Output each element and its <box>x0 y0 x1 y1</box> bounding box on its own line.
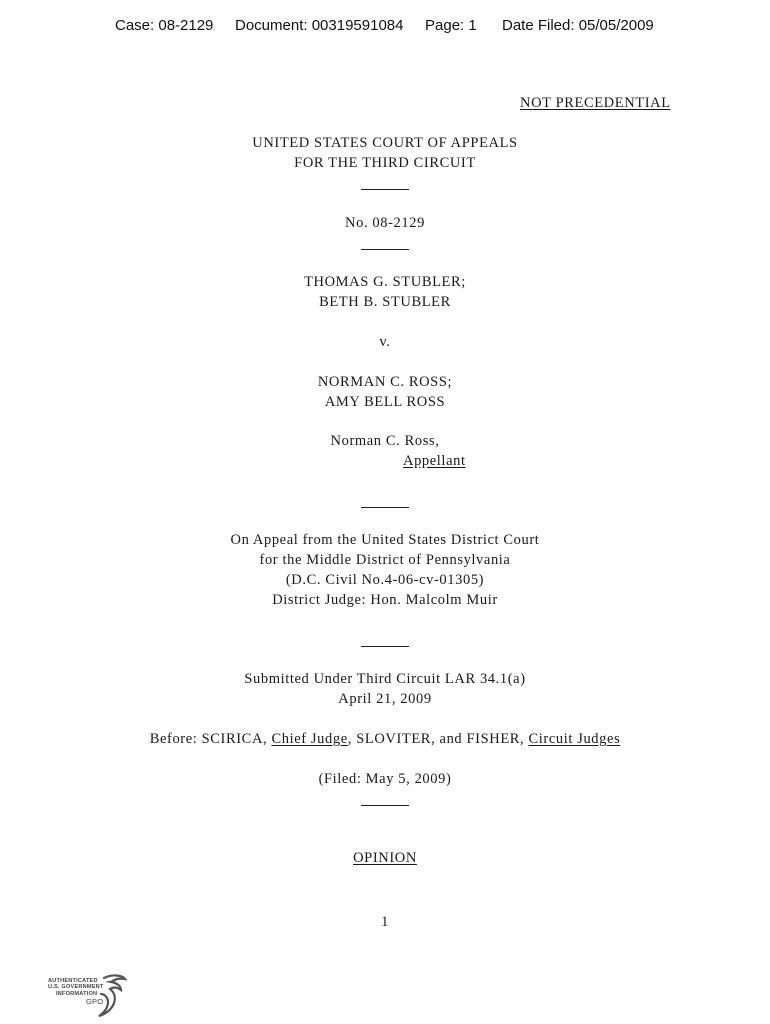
divider <box>361 249 409 250</box>
court-name-line1: UNITED STATES COURT OF APPEALS <box>252 135 518 151</box>
gpo-authentication-logo <box>44 972 130 1018</box>
appellant-label: Appellant <box>403 453 466 469</box>
filed-date: (Filed: May 5, 2009) <box>318 771 452 787</box>
versus: v. <box>379 334 391 350</box>
case-number: No. 08-2129 <box>345 215 425 231</box>
court-name-line2: FOR THE THIRD CIRCUIT <box>294 155 476 171</box>
submission-date: April 21, 2009 <box>338 691 432 707</box>
eagle-icon <box>44 972 130 1018</box>
chief-judge-title: Chief Judge <box>271 731 348 747</box>
opinion-heading <box>0 850 770 867</box>
circuit-judges-title: Circuit Judges <box>528 731 621 747</box>
panel-prefix: Before: SCIRICA, <box>149 731 272 747</box>
defendant-line: AMY BELL ROSS <box>324 394 446 410</box>
divider <box>361 189 409 190</box>
appeal-info-line: for the Middle District of Pennsylvania <box>259 552 511 568</box>
plaintiff-line: THOMAS G. STUBLER; <box>304 274 466 290</box>
appeal-info-line: District Judge: Hon. Malcolm Muir <box>272 592 498 608</box>
divider <box>361 507 409 508</box>
header-date-filed: Date Filed: 05/05/2009 <box>502 17 654 34</box>
header-case: Case: 08-2129 <box>115 17 214 34</box>
divider <box>361 646 409 647</box>
plaintiff-line: BETH B. STUBLER <box>319 294 451 310</box>
logo-text-line: GPO <box>86 997 104 1007</box>
appeal-info-line: (D.C. Civil No.4-06-cv-01305) <box>285 572 485 588</box>
divider <box>361 805 409 806</box>
opinion-title: OPINION <box>353 850 417 866</box>
logo-text-line: U.S. GOVERNMENT <box>48 984 104 991</box>
page-number: 1 <box>381 914 389 930</box>
panel-middle: , SLOVITER, and FISHER, <box>347 731 529 747</box>
logo-text-line: INFORMATION <box>56 990 98 997</box>
precedential-label: NOT PRECEDENTIAL <box>520 95 671 111</box>
logo-text-line: AUTHENTICATED <box>48 978 98 984</box>
panel-line <box>0 731 770 748</box>
appeal-info-line: On Appeal from the United States District Court <box>230 532 540 548</box>
defendant-line: NORMAN C. ROSS; <box>317 374 453 390</box>
header-document: Document: 00319591084 <box>235 17 404 34</box>
appellant-name: Norman C. Ross, <box>330 433 440 449</box>
submission-line: Submitted Under Third Circuit LAR 34.1(a) <box>244 671 526 687</box>
header-page: Page: 1 <box>425 17 477 34</box>
